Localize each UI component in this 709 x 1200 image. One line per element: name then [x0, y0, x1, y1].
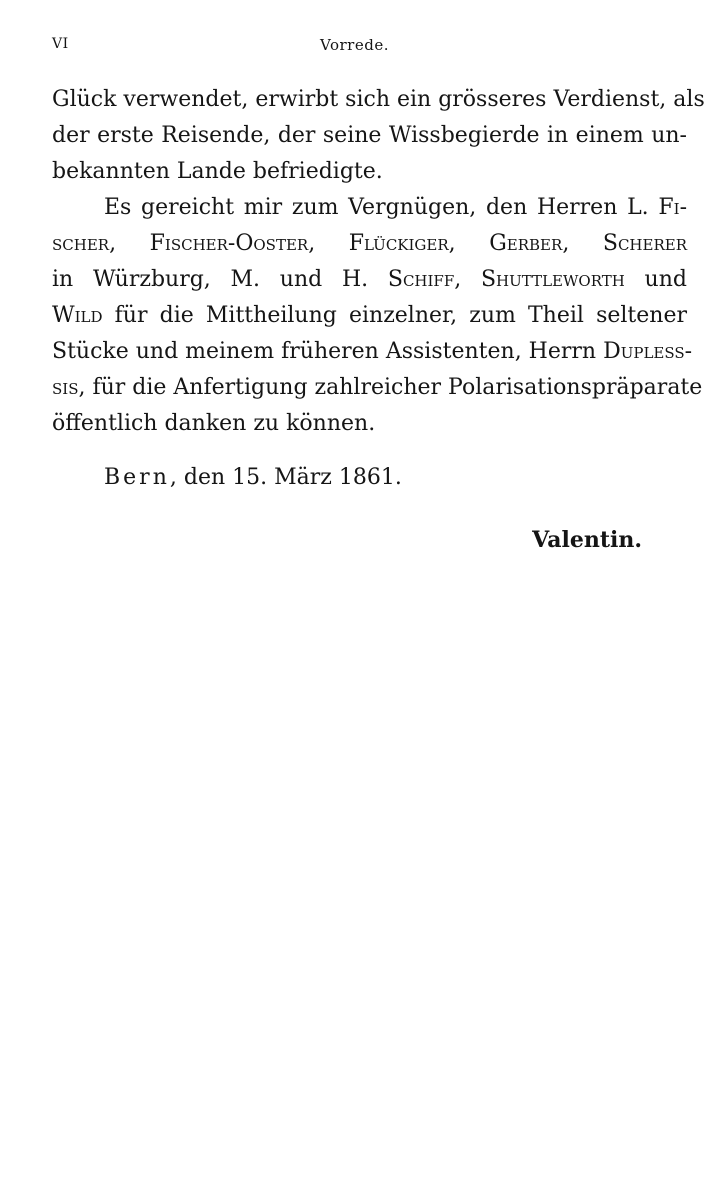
paragraph-1: [52, 82, 705, 190]
text-run: in Würzburg, M. und H.: [52, 267, 388, 292]
running-title: Vorrede.: [320, 36, 389, 54]
text-line: öffentlich danken zu können.: [52, 411, 376, 436]
page-number: VI: [52, 36, 69, 52]
name-shuttleworth: Shuttleworth: [480, 267, 625, 292]
name-duplessis-part: sis: [52, 375, 79, 400]
name-wild: Wild: [52, 303, 103, 328]
name-schiff: Schiff: [387, 267, 455, 292]
separator: ,: [562, 231, 603, 256]
text-run: Stücke und meinem früheren Assistenten, Herrn: [52, 339, 604, 364]
name-scherer: Scherer: [602, 231, 687, 256]
name-duplessis-part: Dupless-: [603, 339, 693, 364]
separator: ,: [448, 231, 490, 256]
name-gerber: Gerber: [489, 231, 563, 256]
separator: ,: [454, 267, 481, 292]
text-run: und: [624, 267, 687, 292]
text-line: [52, 298, 687, 334]
name-flueckiger: Flückiger: [348, 231, 449, 256]
text-line: [52, 262, 687, 298]
text-line: [52, 334, 693, 370]
paragraph-2: [52, 190, 703, 442]
dateline: [104, 460, 402, 496]
name-fischer-part: scher: [52, 231, 110, 256]
text-line: [52, 226, 687, 262]
separator: ,: [308, 231, 349, 256]
name-fischer-part: Fi-: [658, 195, 687, 220]
separator: ,: [109, 231, 150, 256]
text-run: , für die Anfertigung zahlreicher Polarisationspräparate: [78, 375, 703, 400]
dateline-place: Bern: [104, 465, 170, 490]
text-line: der erste Reisende, der seine Wissbegierde in einem un-: [52, 123, 687, 148]
signature: Valentin.: [532, 527, 642, 553]
text-line: [52, 190, 687, 226]
text-line: [52, 370, 703, 406]
running-head: [52, 36, 657, 60]
name-fischer-ooster: Fischer-Ooster: [149, 231, 309, 256]
text-run: für die Mittheilung einzelner, zum Theil seltener: [102, 303, 687, 328]
text-line: Glück verwendet, erwirbt sich ein grösseres Verdienst, als: [52, 87, 705, 112]
text-run: Es gereicht mir zum Vergnügen, den Herren L.: [104, 195, 659, 220]
text-line: bekannten Lande befriedigte.: [52, 159, 383, 184]
dateline-date: , den 15. März 1861.: [169, 465, 402, 490]
